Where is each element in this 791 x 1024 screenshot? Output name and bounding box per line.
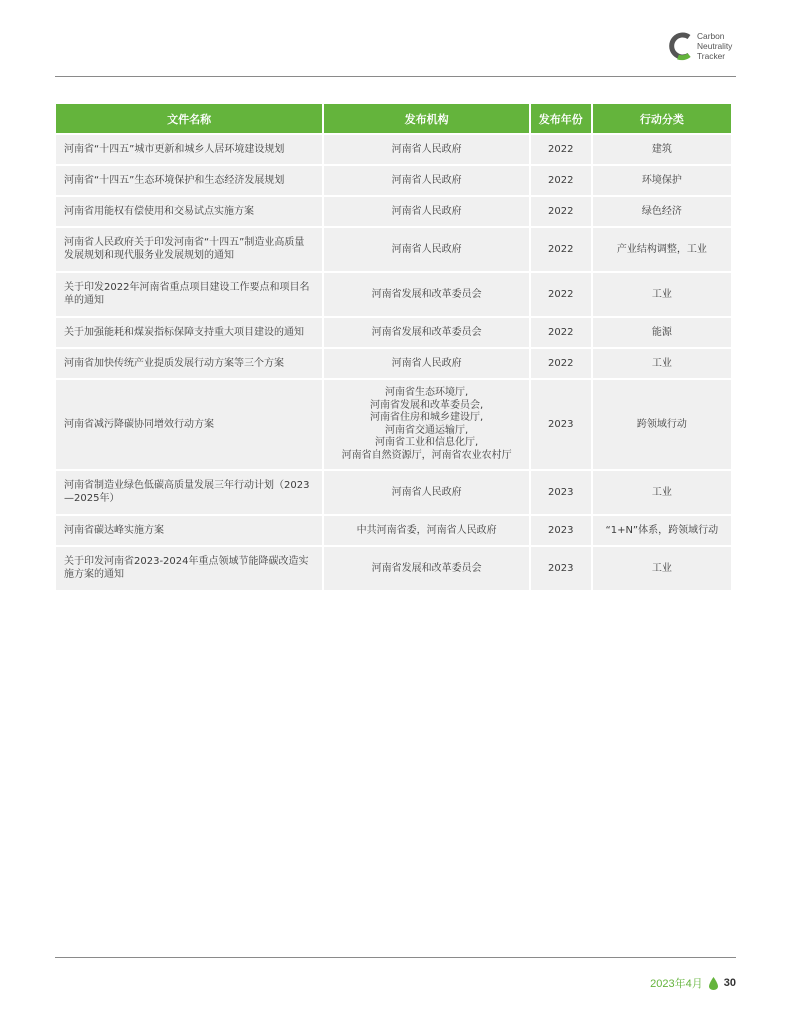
table-row: [56, 547, 731, 590]
agency-line: 河南省生态环境厅,: [385, 387, 469, 398]
agency-line: 河南省住房和城乡建设厅,: [370, 412, 484, 423]
table-row: [56, 273, 731, 316]
cell-document-name: 河南省碳达峰实施方案: [56, 516, 322, 545]
cell-category: 工业: [593, 471, 731, 514]
cell-category: 绿色经济: [593, 197, 731, 226]
page-number: 30: [723, 977, 736, 989]
header-document-name: 文件名称: [56, 104, 322, 133]
cell-document-name: 河南省用能权有偿使用和交易试点实施方案: [56, 197, 322, 226]
cell-year: 2022: [531, 349, 591, 378]
table-row: [56, 349, 731, 378]
cell-document-name: 河南省制造业绿色低碳高质量发展三年行动计划（2023—2025年）: [56, 471, 322, 514]
cell-agency-multiline: [324, 380, 529, 469]
cell-agency: 河南省人民政府: [324, 166, 529, 195]
table-row: [56, 197, 731, 226]
cell-agency: 河南省人民政府: [324, 471, 529, 514]
cell-year: 2022: [531, 228, 591, 271]
cell-category: 能源: [593, 318, 731, 347]
header-agency: 发布机构: [324, 104, 529, 133]
cell-year: 2022: [531, 166, 591, 195]
cell-category: “1+N”体系，跨领域行动: [593, 516, 731, 545]
footer-divider: [55, 957, 736, 958]
cell-category: 环境保护: [593, 166, 731, 195]
cell-agency: 中共河南省委，河南省人民政府: [324, 516, 529, 545]
cell-document-name: 河南省人民政府关于印发河南省“十四五”制造业高质量发展规划和现代服务业发展规划的通知: [56, 228, 322, 271]
cell-category: 跨领域行动: [593, 380, 731, 469]
cell-year: 2022: [531, 273, 591, 316]
cell-year: 2022: [531, 318, 591, 347]
table-row: [56, 380, 731, 469]
cell-year: 2023: [531, 516, 591, 545]
agency-line: 河南省交通运输厅,: [385, 424, 469, 436]
logo-line: Carbon: [697, 31, 725, 41]
agency-line: 河南省自然资源厅，河南省农业农村厅: [341, 449, 512, 461]
cell-document-name: 河南省减污降碳协同增效行动方案: [56, 380, 322, 469]
cell-agency: 河南省发展和改革委员会: [324, 273, 529, 316]
table-row: [56, 166, 731, 195]
cnt-logo-icon: [668, 31, 694, 61]
cell-agency: 河南省发展和改革委员会: [324, 318, 529, 347]
cell-year: 2022: [531, 135, 591, 164]
cell-document-name: 关于印发2022年河南省重点项目建设工作要点和项目名单的通知: [56, 273, 322, 316]
page-footer: [650, 975, 736, 991]
cell-year: 2023: [531, 471, 591, 514]
header-year: 发布年份: [531, 104, 591, 133]
header-divider: [55, 76, 736, 77]
cell-year: 2023: [531, 380, 591, 469]
agency-line: 河南省发展和改革委员会,: [370, 399, 484, 411]
header-category: 行动分类: [593, 104, 731, 133]
cell-category: 工业: [593, 349, 731, 378]
cell-category: 工业: [593, 547, 731, 590]
logo-text: [697, 31, 732, 61]
cell-category: 工业: [593, 273, 731, 316]
cell-year: 2023: [531, 547, 591, 590]
cell-document-name: 关于加强能耗和煤炭指标保障支持重大项目建设的通知: [56, 318, 322, 347]
table-row: [56, 318, 731, 347]
table-row: [56, 471, 731, 514]
table-row: [56, 135, 731, 164]
cell-agency: 河南省发展和改革委员会: [324, 547, 529, 590]
leaf-icon: [709, 977, 718, 990]
agency-line: 河南省工业和信息化厅,: [375, 437, 479, 448]
logo-line: Neutrality: [697, 41, 733, 51]
table-row: [56, 228, 731, 271]
cell-agency: 河南省人民政府: [324, 228, 529, 271]
cell-document-name: 河南省“十四五”城市更新和城乡人居环境建设规划: [56, 135, 322, 164]
cell-agency: 河南省人民政府: [324, 135, 529, 164]
carbon-neutrality-tracker-logo: [668, 30, 758, 66]
cell-agency: 河南省人民政府: [324, 197, 529, 226]
logo-line: Tracker: [697, 51, 726, 61]
cell-document-name: 河南省加快传统产业提质发展行动方案等三个方案: [56, 349, 322, 378]
policy-documents-table: [54, 102, 733, 592]
table-header-row: [56, 104, 731, 133]
cell-year: 2022: [531, 197, 591, 226]
cell-category: 建筑: [593, 135, 731, 164]
cell-agency: 河南省人民政府: [324, 349, 529, 378]
cell-document-name: 河南省“十四五”生态环境保护和生态经济发展规划: [56, 166, 322, 195]
footer-date: 2023年4月: [650, 978, 703, 990]
cell-document-name: 关于印发河南省2023-2024年重点领域节能降碳改造实施方案的通知: [56, 547, 322, 590]
cell-category: 产业结构调整，工业: [593, 228, 731, 271]
table-row: [56, 516, 731, 545]
